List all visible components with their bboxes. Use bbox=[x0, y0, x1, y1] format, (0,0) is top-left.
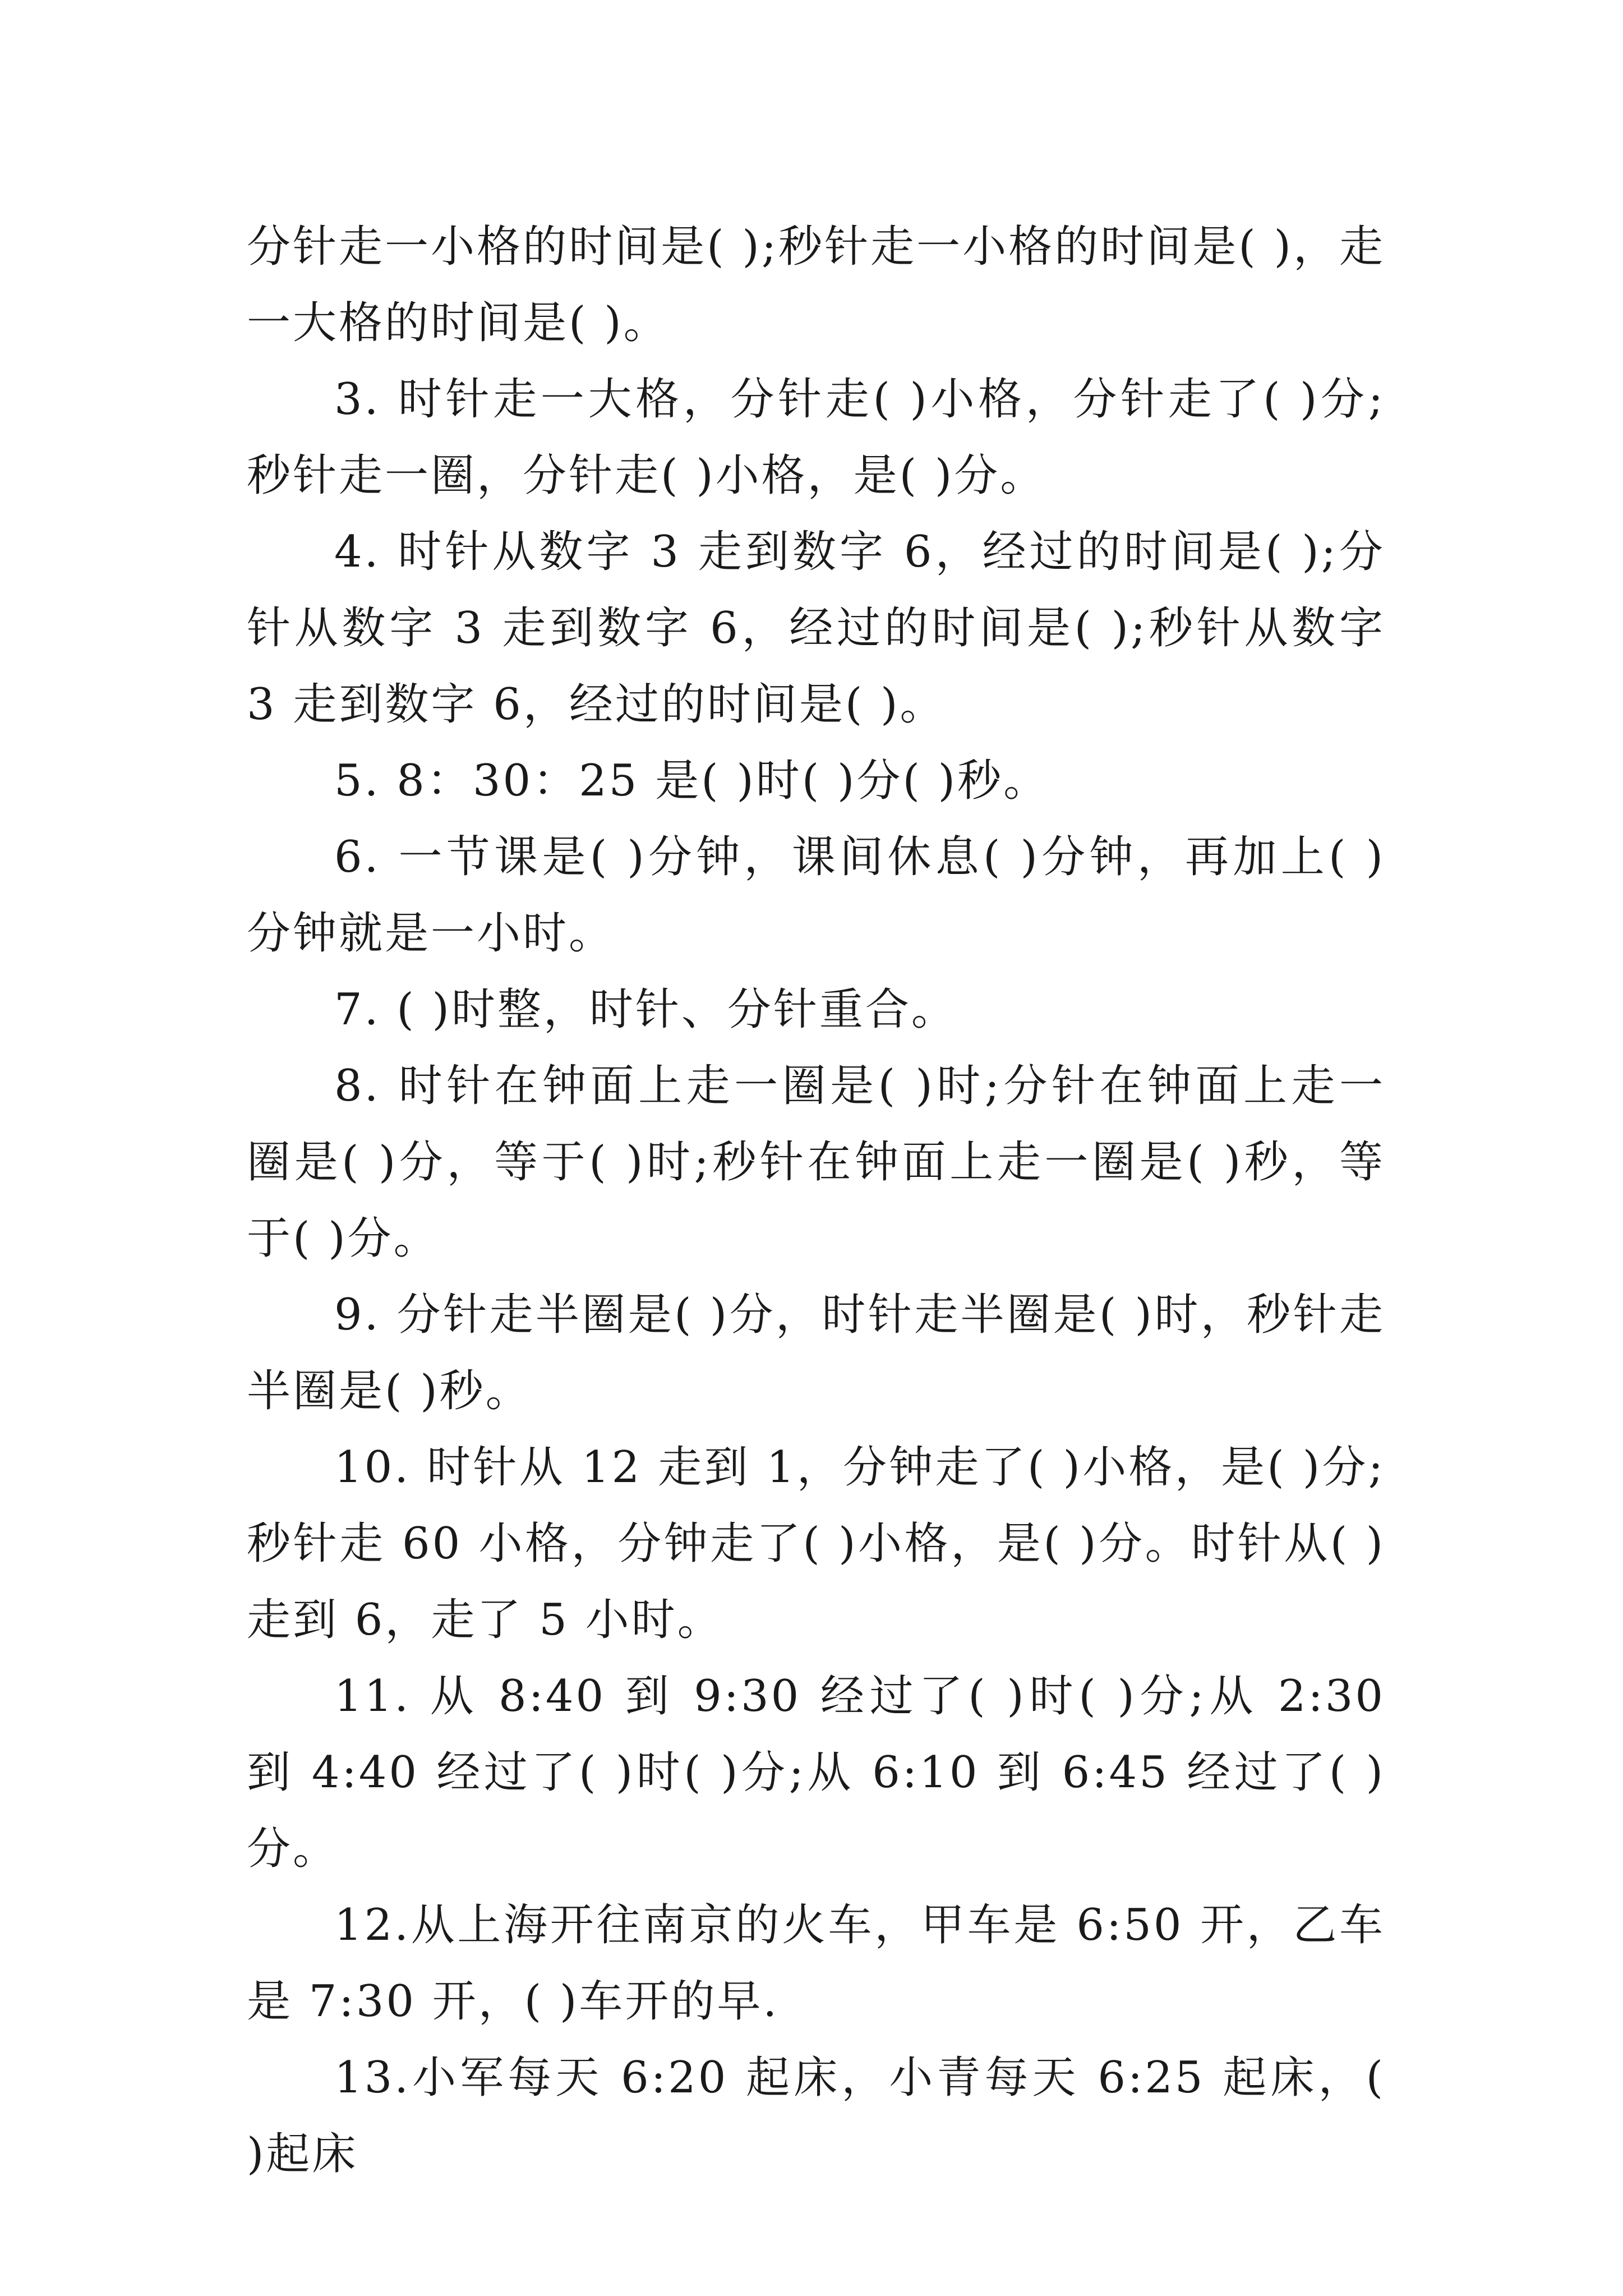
paragraph-q10: 10. 时针从 12 走到 1，分钟走了( )小格，是( )分;秒针走 60 小格，分钟走了( )小格，是( )分。时针从( )走到 6，走了 5 小时。 bbox=[247, 1442, 1385, 1645]
paragraph-q12: 12.从上海开往南京的火车，甲车是 6:50 开，乙车是 7:30 开，( )车开的早. bbox=[247, 1900, 1385, 2027]
paragraph-q4: 4. 时针从数字 3 走到数字 6，经过的时间是( );分针从数字 3 走到数字 6，经过的时间是( );秒针从数字 3 走到数字 6，经过的时间是( )。 bbox=[247, 527, 1385, 730]
paragraph-q3: 3. 时针走一大格，分针走( )小格，分针走了( )分;秒针走一圈，分针走( )小格，是( )分。 bbox=[247, 374, 1385, 501]
paragraph-q9: 9. 分针走半圈是( )分，时针走半圈是( )时，秒针走半圈是( )秒。 bbox=[247, 1290, 1385, 1416]
paragraph-q2-continued: 分针走一小格的时间是( );秒针走一小格的时间是( )，走一大格的时间是( )。 bbox=[247, 222, 1385, 348]
paragraph-q5: 5. 8：30：25 是( )时( )分( )秒。 bbox=[334, 756, 1050, 806]
document-body bbox=[247, 209, 1385, 2192]
paragraph-q6: 6. 一节课是( )分钟，课间休息( )分钟，再加上( )分钟就是一小时。 bbox=[247, 832, 1385, 959]
paragraph-q13: 13.小军每天 6:20 起床，小青每天 6:25 起床，( )起床 bbox=[247, 2053, 1385, 2179]
paragraph-q11: 11. 从 8:40 到 9:30 经过了( )时( )分;从 2:30 到 4:40 经过了( )时( )分;从 6:10 到 6:45 经过了( )分。 bbox=[247, 1671, 1385, 1874]
paragraph-q7: 7. ( )时整，时针、分针重合。 bbox=[334, 984, 957, 1035]
paragraph-q8: 8. 时针在钟面上走一圈是( )时;分针在钟面上走一圈是( )分，等于( )时;秒针在钟面上走一圈是( )秒，等于( )分。 bbox=[247, 1061, 1385, 1264]
